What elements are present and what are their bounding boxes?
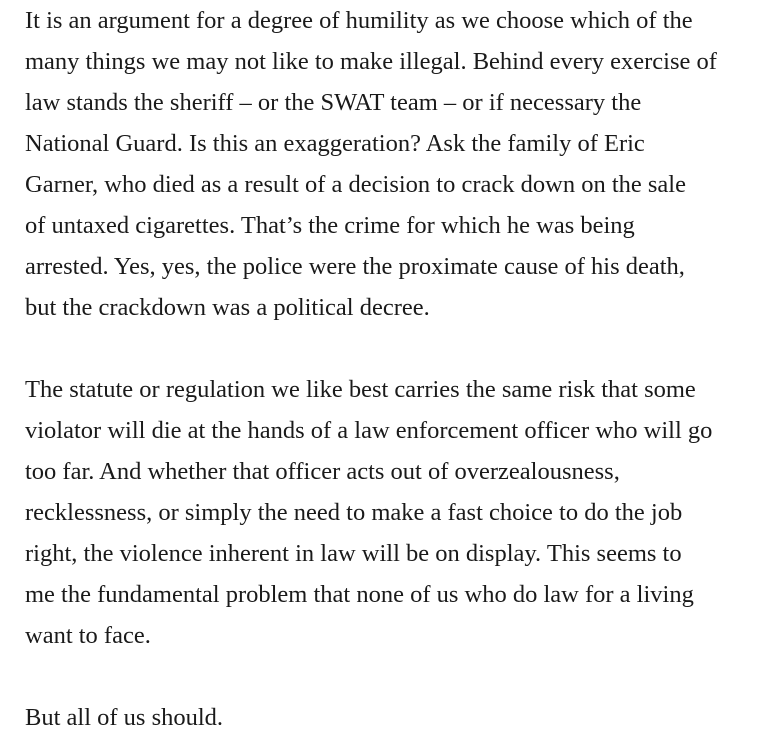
paragraph-line: Garner, who died as a result of a decision to crack down on the sale	[25, 171, 686, 198]
paragraph-line: too far. And whether that officer acts out of overzealousness,	[25, 458, 620, 485]
article-body	[25, 0, 770, 738]
paragraph-line: recklessness, or simply the need to make a fast choice to do the job	[25, 499, 683, 526]
paragraph-2	[25, 369, 770, 656]
paragraph-line: National Guard. Is this an exaggeration? Ask the family of Eric	[25, 130, 645, 157]
paragraph-line: law stands the sheriff – or the SWAT team – or if necessary the	[25, 89, 642, 116]
paragraph-line: violator will die at the hands of a law enforcement officer who will go	[25, 417, 713, 444]
paragraph-line: It is an argument for a degree of humility as we choose which of the	[25, 7, 693, 34]
paragraph-line: want to face.	[25, 622, 151, 649]
paragraph-line: But all of us should.	[25, 704, 224, 731]
paragraph-3	[25, 697, 770, 738]
paragraph-line: many things we may not like to make illegal. Behind every exercise of	[25, 48, 717, 75]
paragraph-line: but the crackdown was a political decree.	[25, 294, 430, 321]
paragraph-line: me the fundamental problem that none of us who do law for a living	[25, 581, 694, 608]
paragraph-line: of untaxed cigarettes. That’s the crime for which he was being	[25, 212, 635, 239]
paragraph-line: arrested. Yes, yes, the police were the proximate cause of his death,	[25, 253, 685, 280]
paragraph-line: The statute or regulation we like best carries the same risk that some	[25, 376, 696, 403]
paragraph-1	[25, 0, 770, 328]
paragraph-line: right, the violence inherent in law will be on display. This seems to	[25, 540, 682, 567]
